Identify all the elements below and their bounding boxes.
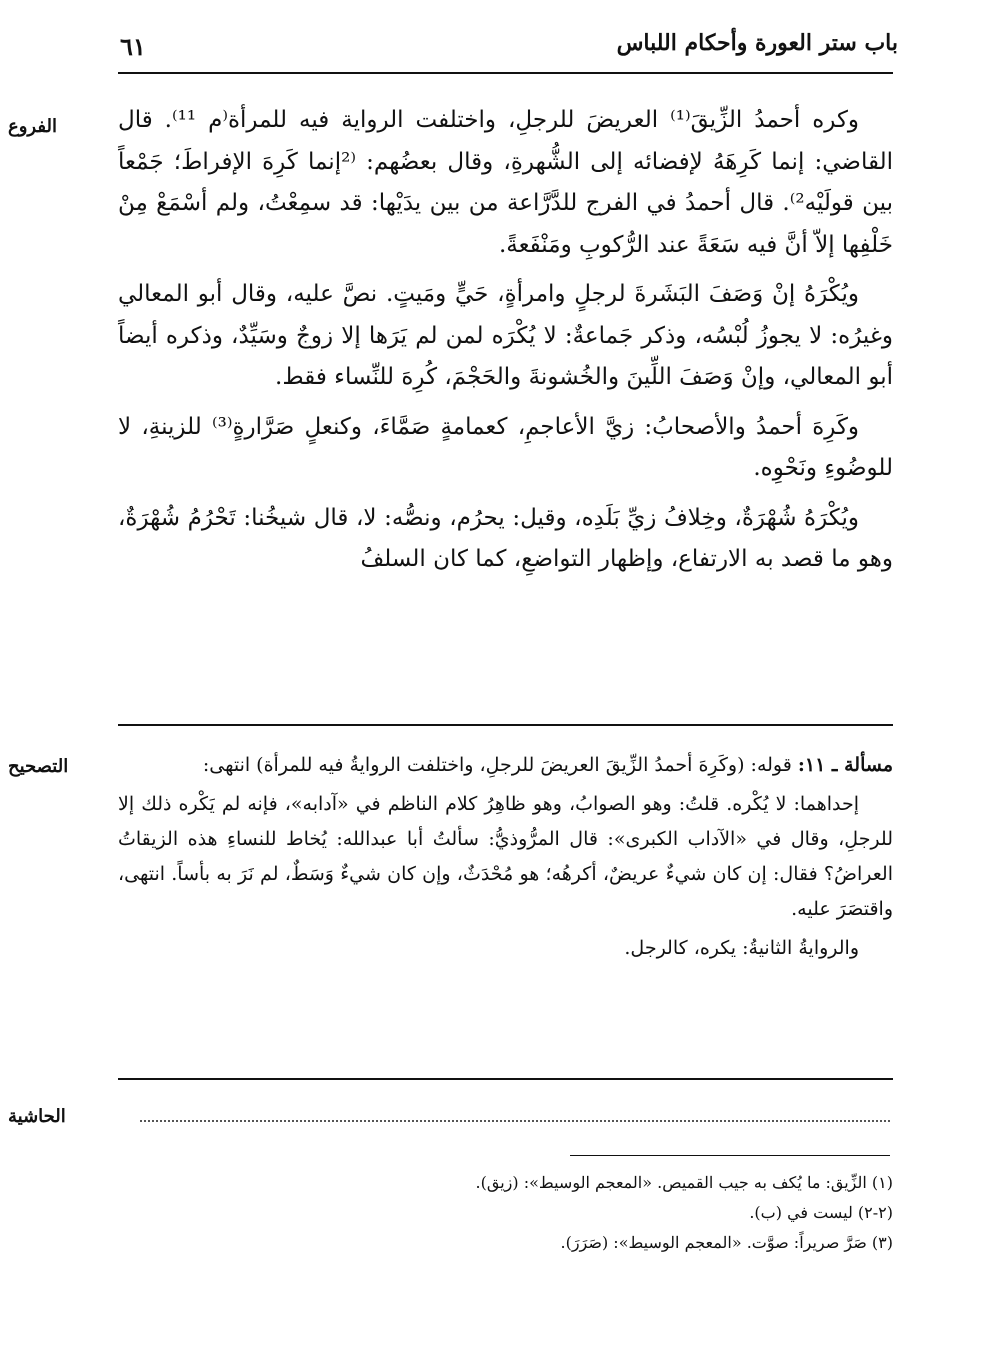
- header-rule: [118, 72, 893, 74]
- tashih-first-paragraph: [118, 748, 893, 783]
- page-number: ٦١: [120, 32, 146, 61]
- main-paragraph: ويُكْرَهُ إنْ وَصَفَ البَشَرةَ لرجلٍ وامرأةٍ، حَيٍّ ومَيتٍ. نصَّ عليه، وقال أبو المعالي وغيرُه: لا يجوزُ لُبْسُه، وذكر جَماعةٌ: لا يُكْرَه لمن لم يَرَها إلا زوجٌ وسَيِّدٌ، وذكره أيضاً أبو المعالي، وإنْ وَصَفَ اللِّينَ والخُشونةَ والحَجْمَ، كُرِهَ للنِّساء فقط.: [118, 281, 893, 390]
- tashih-second-paragraph: إحداهما: لا يُكْره. قلتُ: وهو الصوابُ، وهو ظاهِرُ كلام الناظم في «آدابه»، فإنه لم يَكْره ذلك إلا للرجلِ، وقال في «الآداب الكبرى»: قال المرُّوذيُّ: سألتُ أبا عبدالله: يُخاط للنساءِ هذه الزيقاتُ العراضُ؟ فقال: إن كان شيءٌ عريضٌ، أكرهُه؛ هو مُحْدَثٌ، وإن كان شيءٌ وَسَطٌ، لم نَرَ به بأساً. انتهى، واقتصَرَ عليه.: [118, 793, 893, 920]
- running-header-title: باب ستر العورة وأحكام اللباس: [616, 30, 898, 56]
- hashiya-divider: [118, 1078, 893, 1080]
- section-divider: [118, 724, 893, 726]
- main-paragraph: وكَرِهَ أحمدُ والأصحابُ: زيَّ الأعاجمِ، كعمامةٍ صَمَّاءَ، وكنعلٍ صَرَّارةٍ⁽³⁾ للزينةِ، لا للوضُوءِ ونَحْوِه.: [118, 413, 893, 481]
- footnote-item: (٢-٢) ليست في (ب).: [749, 1203, 893, 1222]
- footnote-separator: [570, 1155, 890, 1156]
- side-label-hashiya: الحاشية: [8, 1106, 66, 1127]
- masala-label: مسألة ـ ١١:: [797, 754, 893, 776]
- tashih-body: [118, 748, 893, 966]
- side-label-tashih: التصحيح: [8, 756, 69, 777]
- footnote-item: (١) الزِّيق: ما يُكف به جيب القميص. «المعجم الوسيط»: (زيق).: [475, 1173, 893, 1192]
- tashih-third-paragraph: والروايةُ الثانيةُ: يكره، كالرجل.: [624, 937, 859, 959]
- tashih-first-text: قوله: (وكَرِهَ أحمدُ الزِّيقَ العريضَ للرجلِ، واختلفت الروايةُ فيه للمرأة) انتهى:: [202, 754, 792, 776]
- hashiya-dotted-line: [140, 1120, 890, 1122]
- main-paragraph: ويُكْرَهُ شُهْرَةٌ، وخِلافُ زيِّ بَلَدِه، وقيل: يحرُم، ونصُّه: لا، قال شيخُنا: تَحْرُمُ شُهْرَةٌ، وهو ما قصد به الارتفاع، وإظهار التواضعِ، كما كان السلفُ: [118, 504, 893, 572]
- main-paragraph: وكره أحمدُ الزِّيقَ⁽¹⁾ العريضَ للرجلِ، واختلفت الرواية فيه للمرأة⁽م ¹¹⁾. قال القاضي: إنما كَرِهَهُ لإفضائه إلى الشُّهرةِ، وقال بعضُهم: ⁽²إنما كَرِهَ الإفراطَ؛ جَمْعاً بين قولَيْه²⁾. قال أحمدُ في الفرج للدَّرَّاعة من بين يدَيْها: قد سمِعْتُ، ولم أسْمَعْ مِنْ خَلْفِها إلاّ أنَّ فيه سَعَةً عند الرُّكوبِ ومَنْفَعةً.: [118, 107, 893, 258]
- main-text-body: [118, 100, 893, 581]
- footnotes: [118, 1168, 893, 1258]
- footnote-item: (٣) صَرَّ صريراً: صوَّت. «المعجم الوسيط»: (صَرَرَ).: [560, 1233, 893, 1252]
- side-label-furu: الفروع: [8, 116, 57, 137]
